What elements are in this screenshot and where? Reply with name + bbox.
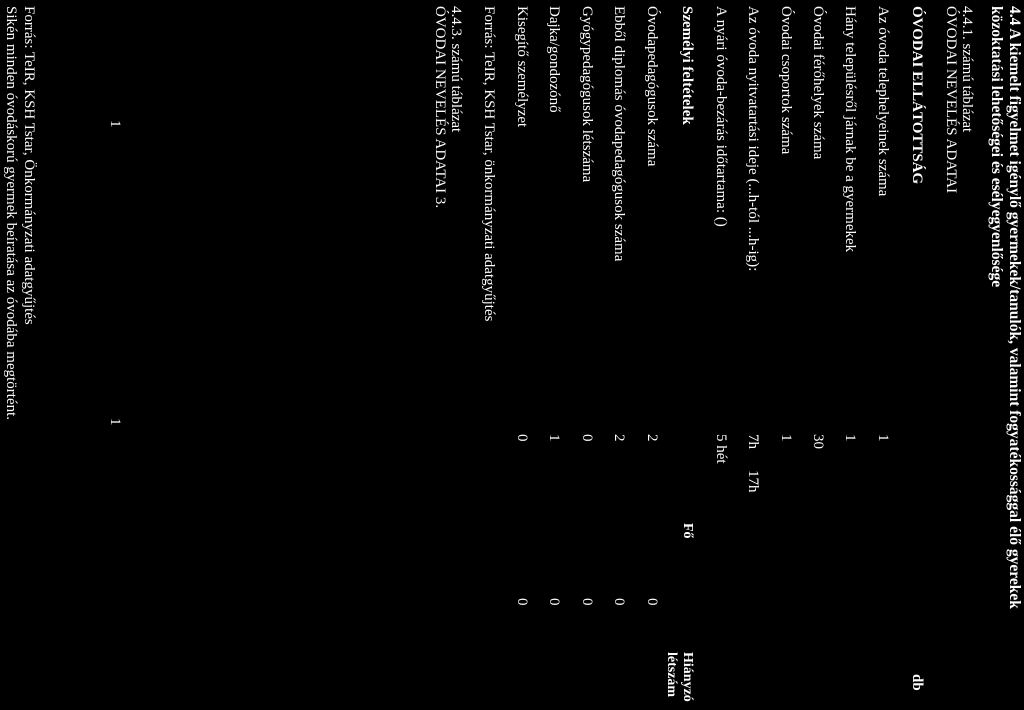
table1-row-value: 1 <box>875 434 891 442</box>
table2-row-hianyzo: 0 <box>514 598 530 606</box>
table2-col-hianyzo-2: létszám <box>664 652 679 698</box>
table3-title: ÓVODAI NEVELÉS ADATAI 3. <box>432 6 448 209</box>
table1-row-label: Óvodai csoportok száma <box>778 6 794 155</box>
table1-row-value: 1 <box>842 434 858 442</box>
table2-row-fo: 2 <box>644 434 660 442</box>
table1-row-value: 30 <box>810 434 826 449</box>
table3-source: Forrás: TeIR, KSH Tstar, Önkormányzati adatgyűjtés <box>21 6 37 325</box>
table2-row-hianyzo: 0 <box>644 598 660 606</box>
section-heading-line1: 4.4 A kiemelt figyelmet igénylő gyermekek/tanulók, valamint fogyatékossággal élő gyerekek <box>1006 6 1023 609</box>
table1-section-title: ÓVODAI ELLÁTOTTSÁG <box>909 6 925 185</box>
table2-row-fo: 0 <box>514 434 530 442</box>
table2-source: Forrás: TeIR, KSH Tstar, önkormányzati adatgyűjtés <box>481 6 497 322</box>
table2-row-label: Dajka/gondozónő <box>546 6 562 113</box>
table2-row-fo: 1 <box>546 434 562 442</box>
section-heading-line2: közoktatási lehetőségei és esélyegyenlősége <box>988 6 1005 288</box>
table2-section-title: Személyi feltételek <box>679 6 695 125</box>
table1-title: ÓVODAI NEVELÉS ADATAI <box>943 6 959 194</box>
table1-row-label: Az óvoda telephelyeinek száma <box>875 6 891 197</box>
table1-unit-header: db <box>909 674 925 691</box>
table2-col-fo: Fő <box>680 523 695 539</box>
table2-col-hianyzo-1: Hiányzó <box>680 652 695 702</box>
table2-row-hianyzo: 0 <box>579 598 595 606</box>
table1-caption: 4.4.1. számú táblázat <box>959 6 975 133</box>
closing-note: Sikén minden óvodáskorú gyermek beíratása az óvodába megtörtént. <box>3 6 19 421</box>
table3-value: 1 <box>107 120 123 128</box>
table1-row-label: Az óvoda nyitvatartási ideje (...h-tól ...h-ig): <box>745 6 761 272</box>
table2-row-hianyzo: 0 <box>546 598 562 606</box>
table1-row-label: Óvodai férőhelyek száma <box>810 6 826 160</box>
table2-row-fo: 2 <box>611 434 627 442</box>
table2-row-label: Kisegítő személyzet <box>514 6 530 128</box>
table1-row-value: 1 <box>778 434 794 442</box>
table2-row-fo: 0 <box>579 434 595 442</box>
table1-row-label: Hány településről járnak be a gyermekek <box>842 6 858 253</box>
table2-row-label: Gyógypedagógusok létszáma <box>579 6 595 183</box>
table1-row-value: 7h <box>745 434 761 449</box>
table3-caption: 4.4.3. számú táblázat <box>448 6 464 133</box>
table2-row-label: Óvodapedagógusok száma <box>644 6 660 167</box>
table2-row-hianyzo: 0 <box>611 598 627 606</box>
table1-row-value: 5 hét <box>713 434 729 464</box>
table3-value: 1 <box>107 418 123 426</box>
table2-row-label: Ebből diplomás óvodapedagógusok száma <box>611 6 627 262</box>
table1-row-label: A nyári óvoda-bezárás időtartama: () <box>713 6 729 227</box>
table1-row-value-2: 17h <box>745 470 761 493</box>
